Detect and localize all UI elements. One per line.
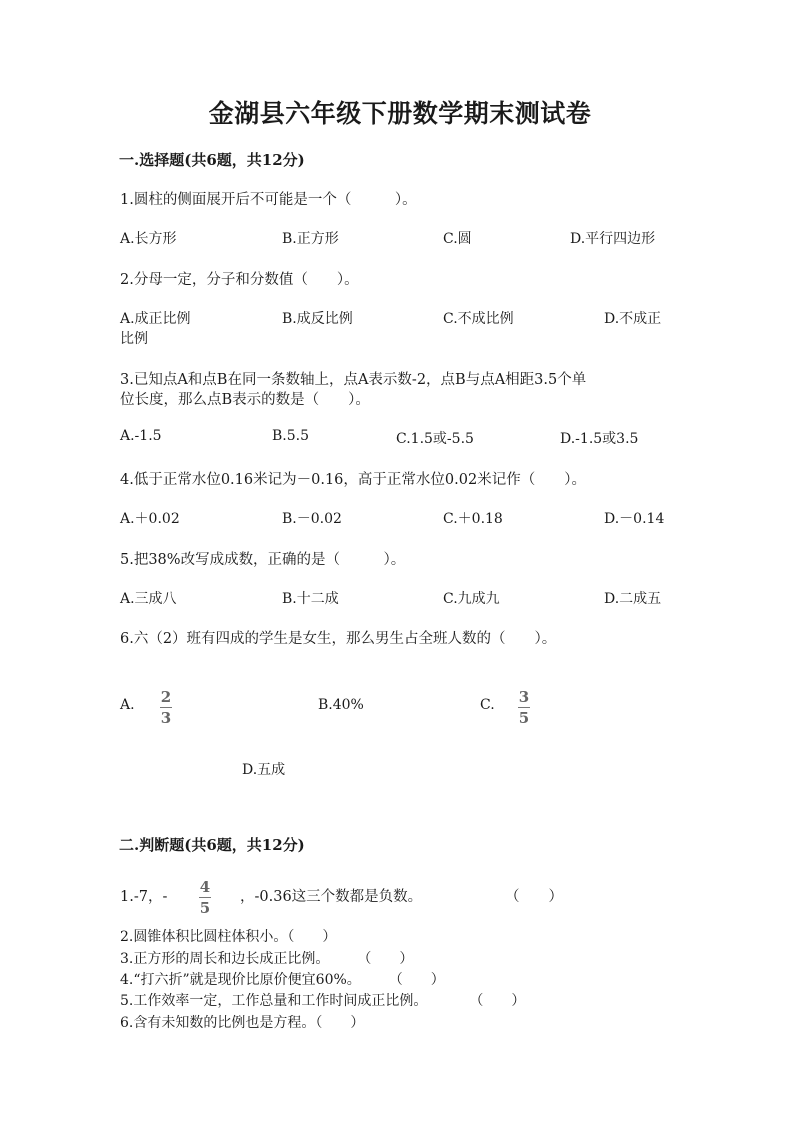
q2-option-c: C.不成比例 <box>443 311 514 327</box>
q4-option-d: D.－0.14 <box>604 511 665 527</box>
question-2: 2.分母一定，分子和分数值（ ）。 <box>120 272 359 288</box>
section-heading-choice: 一.选择题(共6题，共12分) <box>119 151 305 169</box>
q3-option-a: A.-1.5 <box>120 428 162 444</box>
judgment-3: 3.正方形的周长和边长成正比例。 （ ） <box>120 951 414 967</box>
q6-option-d: D.五成 <box>242 762 286 778</box>
fraction-numerator: 3 <box>518 688 530 706</box>
q4-option-b: B.－0.02 <box>282 511 342 527</box>
q4-option-a: A.＋0.02 <box>120 511 180 527</box>
question-4: 4.低于正常水位0.16米记为－0.16，高于正常水位0.02米记作（ ）。 <box>120 472 586 488</box>
fraction-numerator: 4 <box>199 878 211 896</box>
q1-option-a: A.长方形 <box>120 231 177 247</box>
judgment-5: 5.工作效率一定，工作总量和工作时间成正比例。 （ ） <box>120 993 526 1009</box>
q1-option-b: B.正方形 <box>282 231 339 247</box>
fraction-denominator: 3 <box>160 709 172 727</box>
judgment-1-fraction <box>199 879 211 916</box>
q5-option-a: A.三成八 <box>120 591 177 607</box>
judgment-6: 6.含有未知数的比例也是方程。（ ） <box>120 1015 365 1031</box>
judgment-2: 2.圆锥体积比圆柱体积小。（ ） <box>120 929 337 945</box>
q2-option-a: A.成正比例 <box>120 311 191 327</box>
q4-option-c: C.＋0.18 <box>443 511 503 527</box>
q3-option-d: D.-1.5或3.5 <box>560 431 639 447</box>
fraction-denominator: 5 <box>199 899 211 917</box>
q2-option-d-continuation: 比例 <box>120 331 148 347</box>
q1-option-c: C.圆 <box>443 231 472 247</box>
page-title: 金湖县六年级下册数学期末测试卷 <box>208 99 592 128</box>
question-5: 5.把38%改写成成数，正确的是（ ）。 <box>120 552 406 568</box>
fraction-numerator: 2 <box>160 688 172 706</box>
fraction-bar <box>199 897 211 898</box>
fraction-denominator: 5 <box>518 709 530 727</box>
q2-option-d: D.不成正 <box>604 311 662 327</box>
question-1: 1.圆柱的侧面展开后不可能是一个（ ）。 <box>120 192 417 208</box>
q6-option-b: B.40% <box>318 697 364 713</box>
fraction-bar <box>518 707 530 708</box>
section-heading-judgment: 二.判断题(共6题，共12分) <box>119 836 305 854</box>
fraction-bar <box>160 707 172 708</box>
judgment-1-answer-paren: （ ） <box>505 889 563 905</box>
question-3-line-2: 位长度，那么点B表示的数是（ ）。 <box>120 392 370 408</box>
q5-option-b: B.十二成 <box>282 591 339 607</box>
q6-option-c-label: C. <box>480 697 495 713</box>
q3-option-c: C.1.5或-5.5 <box>396 431 474 447</box>
q6-option-a-fraction <box>160 689 172 726</box>
q5-option-d: D.二成五 <box>604 591 662 607</box>
q1-option-d: D.平行四边形 <box>570 231 656 247</box>
q6-option-a-label: A. <box>120 697 135 713</box>
judgment-1-suffix: ，-0.36这三个数都是负数。 <box>240 889 423 905</box>
question-6: 6.六（2）班有四成的学生是女生，那么男生占全班人数的（ ）。 <box>120 631 557 647</box>
q5-option-c: C.九成九 <box>443 591 500 607</box>
q3-option-b: B.5.5 <box>272 428 310 444</box>
q6-option-c-fraction <box>518 689 530 726</box>
question-3-line-1: 3.已知点A和点B在同一条数轴上，点A表示数-2，点B与点A相距3.5个单 <box>120 372 587 388</box>
q2-option-b: B.成反比例 <box>282 311 353 327</box>
judgment-4: 4.“打六折”就是现价比原价便宜60%。 （ ） <box>120 972 445 988</box>
judgment-1-prefix: 1.-7，- <box>120 889 168 905</box>
